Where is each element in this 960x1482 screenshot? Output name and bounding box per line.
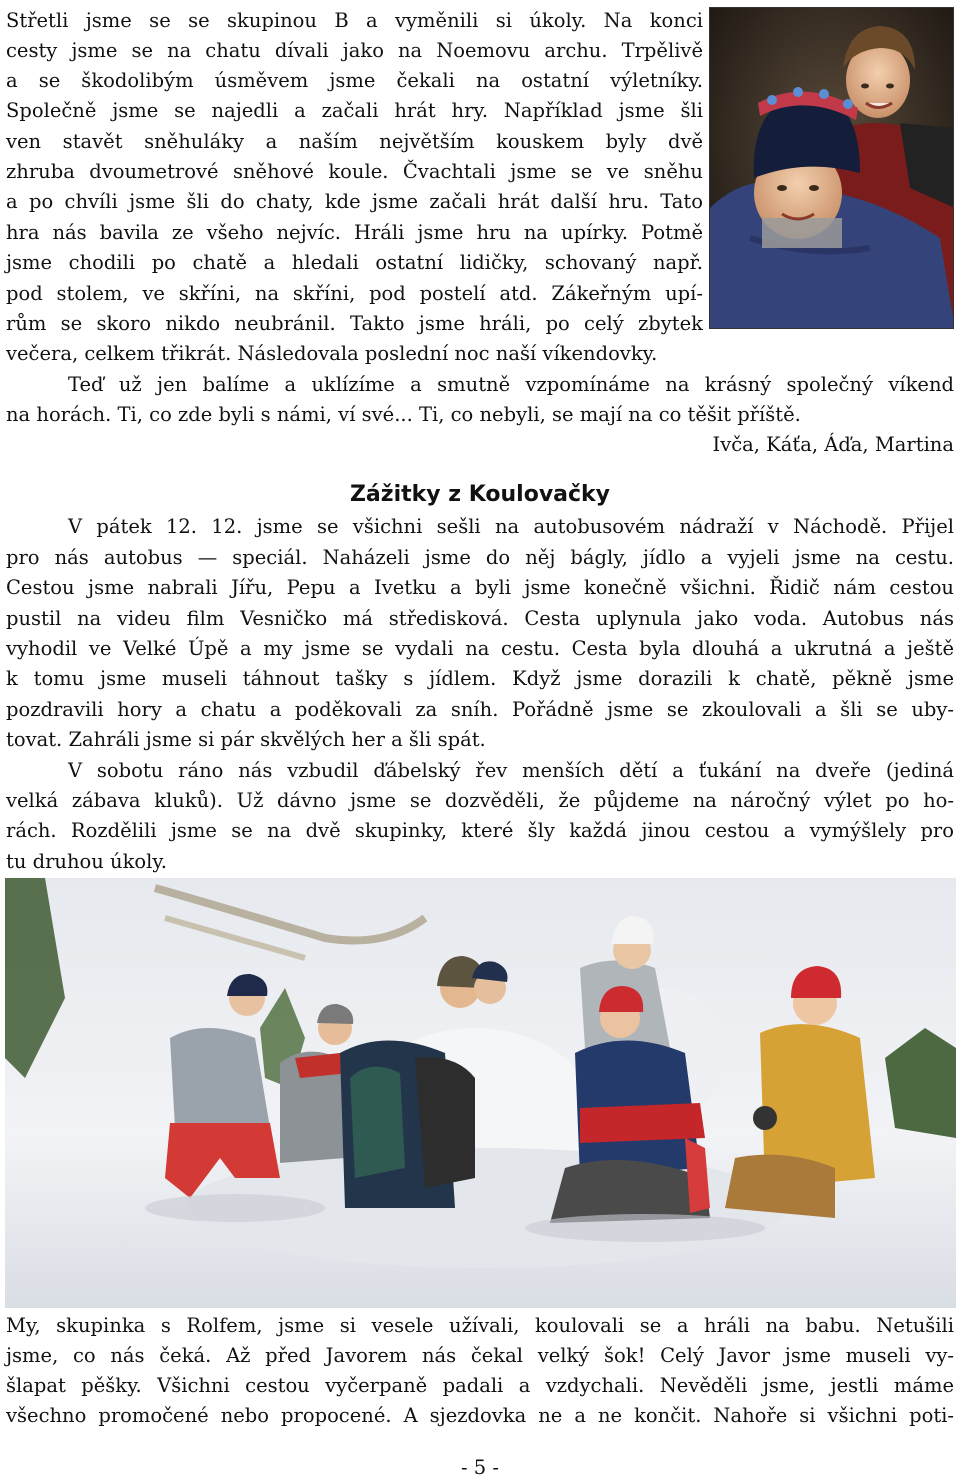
- signature: Ivča, Káťa, Áďa, Martina: [712, 433, 954, 456]
- top-text-line-6: zhruba dvoumetrové sněhové koule. Čvachtali jsme se ve sněhu: [6, 160, 703, 183]
- bottom-line-1: My, skupinka s Rolfem, jsme si vesele užívali, koulovali se a hráli na babu. Netušili: [6, 1314, 954, 1337]
- top-text-line-2: cesty jsme se na chatu dívali jako na Noemovu archu. Trpělivě: [6, 39, 703, 62]
- section-line-2: pro nás autobus — speciál. Naházeli jsme do něj bágly, jídlo a vyjeli jsme na cestu.: [6, 546, 954, 569]
- para2-line-1: Teď už jen balíme a uklízíme a smutně vzpomínáme na krásný společný víkend: [68, 373, 954, 396]
- photo-boys-indoors: [709, 7, 954, 329]
- section-line-1: V pátek 12. 12. jsme se všichni sešli na autobusovém nádraží v Náchodě. Přijel: [68, 515, 954, 538]
- top-text-line-4: Společně jsme se najedli a začali hrát hry. Například jsme šli: [6, 99, 703, 122]
- section-line-10: velká zábava kluků). Už dávno jsme se dozvěděli, že půjdeme na náročný výlet po ho-: [6, 789, 954, 812]
- top-text-line-9: jsme chodili po chatě a hledali ostatní lidičky, schovaný např.: [6, 251, 703, 274]
- bottom-line-3: šlapat pěšky. Všichni cestou vyčerpaně padali a vzdychali. Nevěděli jsme, jestli máme: [6, 1374, 954, 1397]
- top-text-line-12: večera, celkem třikrát. Následovala poslední noc naší víkendovky.: [6, 342, 658, 365]
- section-line-7: pozdravili hory a chatu a poděkovali za sníh. Pořádně jsme se zkoulovali a šli se uby-: [6, 698, 954, 721]
- photo-kids-in-snow: [5, 878, 956, 1308]
- bottom-line-4: všechno promočené nebo propocené. A sjezdovka ne a ne končit. Nahoře si všichni poti-: [6, 1404, 954, 1427]
- page-number: - 5 -: [461, 1456, 499, 1479]
- section-line-3: Cestou jsme nabrali Jířu, Pepu a Ivetku a byli jsme konečně všichni. Řidič nám cestou: [6, 576, 954, 599]
- section-line-12: tu druhou úkoly.: [6, 850, 167, 873]
- top-text-line-11: rům se skoro nikdo neubránil. Takto jsme hráli, po celý zbytek: [6, 312, 703, 335]
- top-text-line-1: Střetli jsme se se skupinou B a vyměnili si úkoly. Na konci: [6, 9, 703, 32]
- section-line-9: V sobotu ráno nás vzbudil ďábelský řev menších dětí a ťukání na dveře (jediná: [68, 759, 954, 782]
- para2-line-2: na horách. Ti, co zde byli s námi, ví své... Ti, co nebyli, se mají na co těšit příště.: [6, 403, 801, 426]
- section-line-8: tovat. Zahráli jsme si pár skvělých her a šli spát.: [6, 728, 486, 751]
- section-line-6: k tomu jsme museli táhnout tašky s jídlem. Když jsme dorazili k chatě, pěkně jsme: [6, 667, 954, 690]
- section-line-11: rách. Rozdělili jsme se na dvě skupinky, které šly každá jinou cestou a vymýšlely pro: [6, 819, 954, 842]
- section-line-5: vyhodil ve Velké Úpě a my jsme se vydali na cestu. Cesta byla dlouhá a ukrutná a ještě: [6, 637, 954, 660]
- bottom-line-2: jsme, co nás čeká. Až před Javorem nás čekal velký šok! Celý Javor jsme museli vy-: [6, 1344, 954, 1367]
- section-heading: Zážitky z Koulovačky: [349, 482, 611, 507]
- top-text-line-8: hra nás bavila ze všeho nejvíc. Hráli jsme hru na upírky. Potmě: [6, 221, 703, 244]
- top-text-line-5: ven stavět sněhuláky a naším největším kouskem byly dvě: [6, 130, 703, 153]
- top-text-line-10: pod stolem, ve skříni, na skříni, pod postelí atd. Zákeřným upí-: [6, 282, 703, 305]
- top-text-line-7: a po chvíli jsme šli do chaty, kde jsme začali hrát další hru. Tato: [6, 190, 703, 213]
- section-line-4: pustil na videu film Vesničko má středisková. Cesta uplynula jako voda. Autobus nás: [6, 607, 954, 630]
- top-text-line-3: a se škodolibým úsměvem jsme čekali na ostatní výletníky.: [6, 69, 703, 92]
